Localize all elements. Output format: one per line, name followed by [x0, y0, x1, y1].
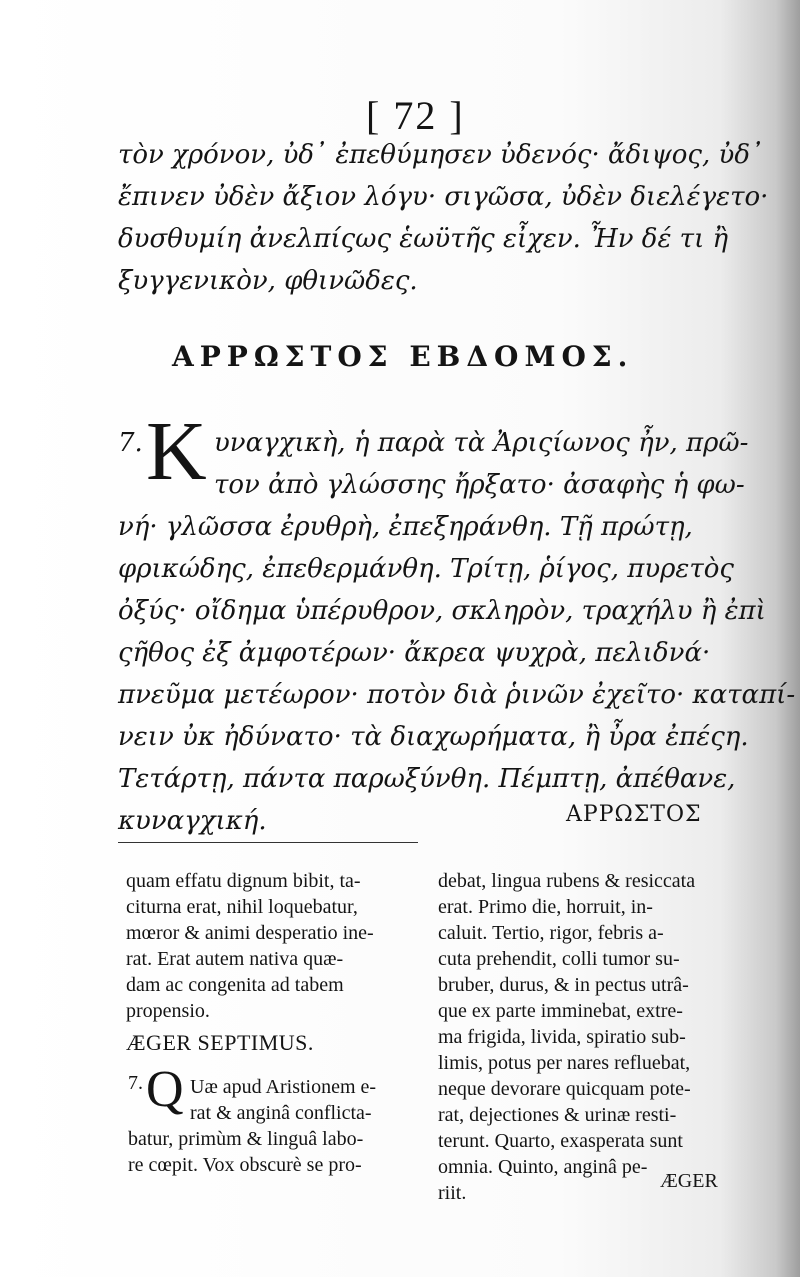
latin-line: riit.: [438, 1182, 467, 1204]
greek-line: πνεῦμα μετέωρον· ποτὸν διὰ ῥινῶν ἐχεῖτο· καταπί-: [118, 680, 796, 710]
greek-line: νή· γλῶσσα ἐρυθρὴ, ἐπεξηράνθη. Τῇ πρώτῃ,: [118, 512, 693, 542]
greek-line: ςῆθος ἐξ ἀμφοτέρων· ἄκρεα ψυχρὰ, πελιδνά·: [118, 638, 711, 668]
greek-line: νειν ὐκ ἠδύνατο· τὰ διαχωρήματα, ἢ ὖρα ἐπέςη.: [118, 722, 749, 752]
latin-line: quam effatu dignum bibit, ta-: [126, 870, 361, 892]
latin-line: terunt. Quarto, exasperata sunt: [438, 1130, 683, 1152]
latin-line: re cœpit. Vox obscurè se pro-: [128, 1154, 362, 1176]
latin-line: limis, potus per nares refluebat,: [438, 1052, 691, 1074]
latin-line: bruber, durus, & in pectus utrâ-: [438, 974, 689, 996]
latin-line: que ex parte imminebat, extre-: [438, 1000, 683, 1022]
greek-line: τὸν χρόνον, ὐδ᾽ ἐπεθύμησεν ὐδενός· ἄδιψος, ὐδ᾽: [118, 140, 763, 170]
latin-line: caluit. Tertio, rigor, febris a-: [438, 922, 664, 944]
latin-line: cuta prehendit, colli tumor su-: [438, 948, 680, 970]
page-number: [ 72 ]: [366, 93, 465, 138]
right-column-heading: ΑΡΡΩΣΤΟΣ: [566, 802, 702, 827]
latin-line: neque devorare quicquam pote-: [438, 1078, 691, 1100]
greek-line: ξυγγενικὸν, φθινῶδες.: [118, 266, 418, 296]
greek-line: τον ἀπὸ γλώσσης ἤρξατο· ἀσαφὴς ἡ φω-: [214, 470, 745, 500]
drop-capital: K: [146, 405, 207, 498]
latin-line: dam ac congenita ad tabem: [126, 974, 344, 996]
drop-capital: Q: [146, 1061, 184, 1118]
latin-line: rat, dejectiones & urinæ resti-: [438, 1104, 677, 1126]
greek-line: ὀξύς· οἴδημα ὑπέρυθρον, σκληρὸν, τραχήλυ ἢ ἐπὶ: [118, 596, 766, 626]
case-number: 7.: [118, 428, 143, 458]
latin-line: propensio.: [126, 1000, 210, 1022]
greek-line: κυναγχική.: [118, 806, 267, 836]
latin-line: debat, lingua rubens & resiccata: [438, 870, 696, 892]
latin-section-heading: ÆGER SEPTIMUS.: [126, 1030, 314, 1055]
greek-line: φρικώδης, ἐπεθερμάνθη. Τρίτῃ, ῥίγος, πυρετὸς: [118, 554, 734, 584]
greek-line: δυσθυμίη ἀνελπίςως ἑωϋτῆς εἶχεν. Ἦν δέ τι ἢ: [118, 224, 729, 254]
latin-line: rat. Erat autem nativa quæ-: [126, 948, 344, 970]
catchword: ÆGER: [660, 1170, 718, 1192]
latin-line: ma frigida, livida, spiratio sub-: [438, 1026, 686, 1048]
latin-line: Uæ apud Aristionem e-: [190, 1076, 377, 1098]
latin-line: erat. Primo die, horruit, in-: [438, 896, 653, 918]
latin-line: rat & anginâ conflicta-: [190, 1102, 372, 1124]
greek-section-heading: ΑΡΡΩΣΤΟΣ ΕΒΔΟΜΟΣ.: [172, 340, 634, 373]
latin-line: citurna erat, nihil loquebatur,: [126, 896, 358, 918]
greek-line: Τετάρτῃ, πάντα παρωξύνθη. Πέμπτῃ, ἀπέθανε,: [118, 764, 736, 794]
case-number: 7.: [128, 1072, 143, 1094]
latin-line: batur, primùm & linguâ labo-: [128, 1128, 364, 1150]
greek-line: ἔπινεν ὐδὲν ἄξιον λόγυ· σιγῶσα, ὐδὲν διελέγετο·: [118, 182, 769, 212]
latin-line: omnia. Quinto, anginâ pe-: [438, 1156, 648, 1178]
latin-line: mœror & animi desperatio ine-: [126, 922, 374, 944]
column-divider: [118, 842, 418, 843]
greek-line: υναγχικὴ, ἡ παρὰ τὰ Ἀριςίωνος ἦν, πρῶ-: [214, 428, 749, 458]
